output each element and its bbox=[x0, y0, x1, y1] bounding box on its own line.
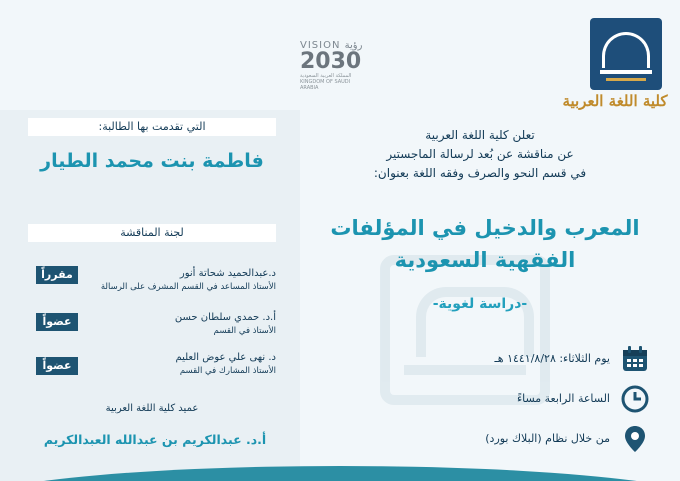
university-logo bbox=[590, 18, 662, 90]
college-name: كلية اللغة العربية bbox=[562, 92, 668, 110]
member-badge: مقرراً bbox=[36, 266, 78, 284]
vision-label: VISION رؤية bbox=[300, 40, 363, 51]
time-row bbox=[450, 386, 650, 412]
thesis-subtitle: -دراسة لغوية- bbox=[432, 296, 528, 312]
thesis-title-line-2: الفقهية السعودية bbox=[394, 248, 576, 272]
committee-member bbox=[72, 266, 276, 294]
member-role: الأستاذ المشارك في القسم bbox=[179, 366, 276, 376]
member-name: د. نهى علي عوض العليم bbox=[175, 352, 276, 363]
place-text: من خلال نظام (البلاك بورد) bbox=[485, 432, 610, 445]
announcement-text bbox=[330, 126, 630, 183]
date-row bbox=[450, 346, 650, 372]
calendar-icon bbox=[620, 344, 650, 374]
announcement-line-1: تعلن كلية اللغة العربية bbox=[425, 128, 535, 142]
announcement-line-2: عن مناقشة عن بُعد لرسالة الماجستير bbox=[386, 147, 574, 161]
member-role: الأستاذ المساعد في القسم المشرف على الرسالة bbox=[100, 282, 276, 292]
announcement-line-3: في قسم النحو والصرف وفقه اللغة بعنوان: bbox=[373, 166, 587, 180]
member-name: د.عبدالحميد شحاتة أنور bbox=[179, 268, 276, 279]
member-badge: عضواً bbox=[36, 357, 78, 375]
student-name: فاطمة بنت محمد الطيار bbox=[40, 150, 264, 172]
place-row bbox=[420, 426, 650, 452]
committee-member bbox=[72, 350, 276, 378]
thesis-title bbox=[320, 212, 650, 276]
student-label: التي تقدمت بها الطالبة: bbox=[28, 118, 276, 136]
watermark-logo bbox=[380, 255, 550, 405]
member-name: أ.د. حمدي سلطان حسن bbox=[174, 312, 276, 323]
location-pin-icon bbox=[620, 424, 650, 454]
committee-member bbox=[72, 310, 276, 338]
dean-title: عميد كلية اللغة العربية bbox=[105, 403, 199, 414]
date-text: يوم الثلاثاء: ١٤٤١/٨/٢٨ هـ bbox=[494, 352, 610, 365]
time-text: الساعة الرابعة مساءً bbox=[516, 392, 610, 405]
committee-label: لجنة المناقشة bbox=[28, 224, 276, 242]
member-badge: عضواً bbox=[36, 313, 78, 331]
vision-caption: المملكة العربية السعودية KINGDOM OF SAUDI ARABIA bbox=[300, 73, 352, 91]
vision-year: 2030 bbox=[300, 49, 362, 74]
vision-2030-logo bbox=[300, 40, 370, 100]
member-role: الأستاذ في القسم bbox=[213, 326, 276, 336]
thesis-title-line-1: المعرب والدخيل في المؤلفات bbox=[330, 216, 640, 240]
clock-icon bbox=[620, 384, 650, 414]
dean-name: أ.د. عبدالكريم بن عبدالله العبدالكريم bbox=[43, 432, 267, 447]
